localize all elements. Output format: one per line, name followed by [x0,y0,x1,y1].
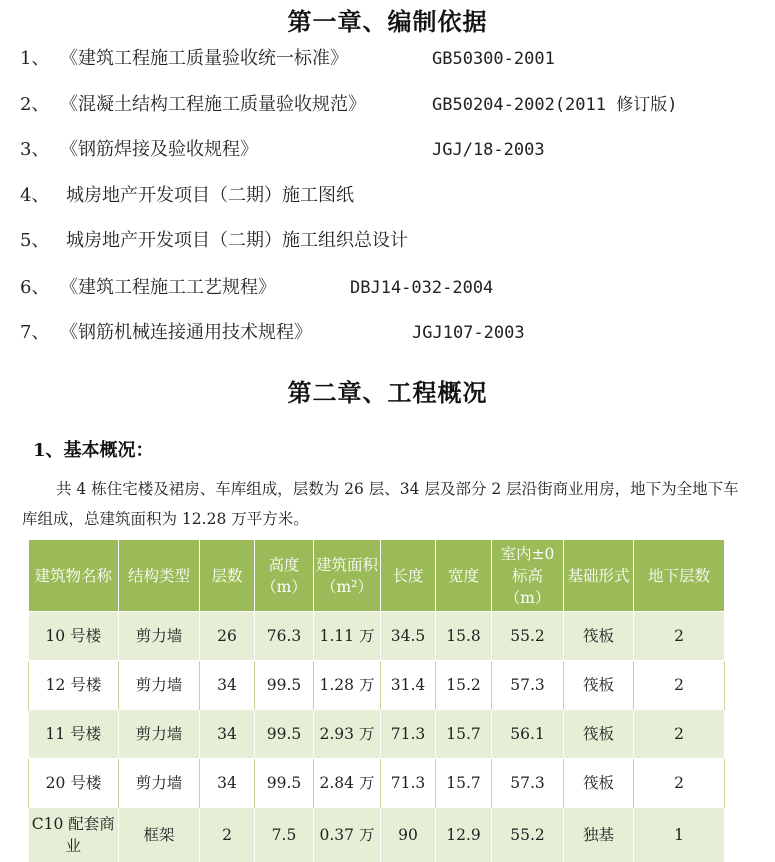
table-cell: 独基 [564,808,634,862]
reference-item-1 [20,46,348,72]
chapter1-title: 第一章、编制依据 [0,2,775,37]
table-cell: 57.3 [492,661,564,710]
header-cell: 基础形式 [564,540,634,612]
table-cell: 剪力墙 [119,710,200,759]
table-cell: 2 [634,661,725,710]
reference-code: GB50204-2002(2011 修订版) [432,92,677,118]
reference-title: 城房地产开发项目（二期）施工图纸 [60,185,354,206]
reference-title: 《钢筋焊接及验收规程》 [60,139,258,160]
table-cell: 筏板 [564,612,634,661]
reference-code: GB50300-2001 [432,46,555,72]
table-cell: 2.84 万 [314,759,381,808]
header-cell: 层数 [200,540,255,612]
table-cell: 99.5 [255,759,314,808]
reference-item-7 [20,320,312,346]
header-cell: 室内±0标高（m） [492,540,564,612]
table-row [29,759,725,808]
table-cell: 20 号楼 [29,759,119,808]
table-cell: 99.5 [255,661,314,710]
table-cell: 34 [200,710,255,759]
table-row [29,808,725,862]
reference-code: DBJ14-032-2004 [350,275,493,301]
table-cell: 2 [634,710,725,759]
table-cell: 1.11 万 [314,612,381,661]
table-cell: 76.3 [255,612,314,661]
reference-item-5 [20,228,408,254]
table-cell: 15.7 [436,710,492,759]
reference-item-6 [20,275,276,301]
section-title: 1、基本概况： [33,436,154,462]
table-row [29,661,725,710]
header-cell: 建筑面积（m²） [314,540,381,612]
header-cell: 建筑物名称 [29,540,119,612]
reference-number: 2、 [20,92,60,118]
header-cell: 结构类型 [119,540,200,612]
table-header-row [29,540,725,612]
table-cell: 剪力墙 [119,661,200,710]
header-cell: 长度 [381,540,436,612]
table-cell: 7.5 [255,808,314,862]
header-cell: 宽度 [436,540,492,612]
reference-number: 3、 [20,137,60,163]
table-cell: 15.2 [436,661,492,710]
table-cell: 剪力墙 [119,759,200,808]
reference-item-4 [20,183,354,209]
reference-title: 《建筑工程施工质量验收统一标准》 [60,48,348,69]
table-cell: 筏板 [564,759,634,808]
reference-number: 6、 [20,275,60,301]
table-cell: 框架 [119,808,200,862]
reference-number: 1、 [20,46,60,72]
table-cell: 筏板 [564,661,634,710]
reference-title: 《建筑工程施工工艺规程》 [60,277,276,298]
header-cell: 高度（m） [255,540,314,612]
table-cell: C10 配套商业 [29,808,119,862]
table-cell: 71.3 [381,759,436,808]
table-cell: 55.2 [492,612,564,661]
overview-paragraph [22,474,742,534]
table-cell: 10 号楼 [29,612,119,661]
reference-title: 《钢筋机械连接通用技术规程》 [60,322,312,343]
reference-item-2 [20,92,366,118]
table-cell: 34 [200,661,255,710]
table-cell: 55.2 [492,808,564,862]
reference-number: 4、 [20,183,60,209]
reference-title: 《混凝土结构工程施工质量验收规范》 [60,94,366,115]
table-cell: 2.93 万 [314,710,381,759]
table-row [29,612,725,661]
table-cell: 31.4 [381,661,436,710]
table-cell: 99.5 [255,710,314,759]
reference-title: 城房地产开发项目（二期）施工组织总设计 [60,230,408,251]
table-cell: 34 [200,759,255,808]
table-cell: 34.5 [381,612,436,661]
header-cell: 地下层数 [634,540,725,612]
table-cell: 12.9 [436,808,492,862]
table-cell: 71.3 [381,710,436,759]
chapter2-title: 第二章、工程概况 [0,373,775,408]
table-cell: 12 号楼 [29,661,119,710]
table-cell: 2 [634,759,725,808]
table-cell: 2 [200,808,255,862]
table-row [29,710,725,759]
reference-code: JGJ/18-2003 [432,137,545,163]
table-cell: 筏板 [564,710,634,759]
overview-text: 共 4 栋住宅楼及裙房、车库组成，层数为 26 层、34 层及部分 2 层沿街商业用房，地下为全地下车库组成，总建筑面积为 12.28 万平方米。 [22,480,739,528]
table-cell: 1.28 万 [314,661,381,710]
table-cell: 0.37 万 [314,808,381,862]
table-cell: 15.7 [436,759,492,808]
reference-number: 7、 [20,320,60,346]
table-cell: 26 [200,612,255,661]
table-cell: 11 号楼 [29,710,119,759]
table-cell: 剪力墙 [119,612,200,661]
table-cell: 57.3 [492,759,564,808]
table-cell: 2 [634,612,725,661]
table-cell: 90 [381,808,436,862]
reference-code: JGJ107-2003 [412,320,525,346]
table-cell: 1 [634,808,725,862]
table-cell: 15.8 [436,612,492,661]
reference-number: 5、 [20,228,60,254]
table-cell: 56.1 [492,710,564,759]
building-table [28,540,725,862]
reference-item-3 [20,137,258,163]
